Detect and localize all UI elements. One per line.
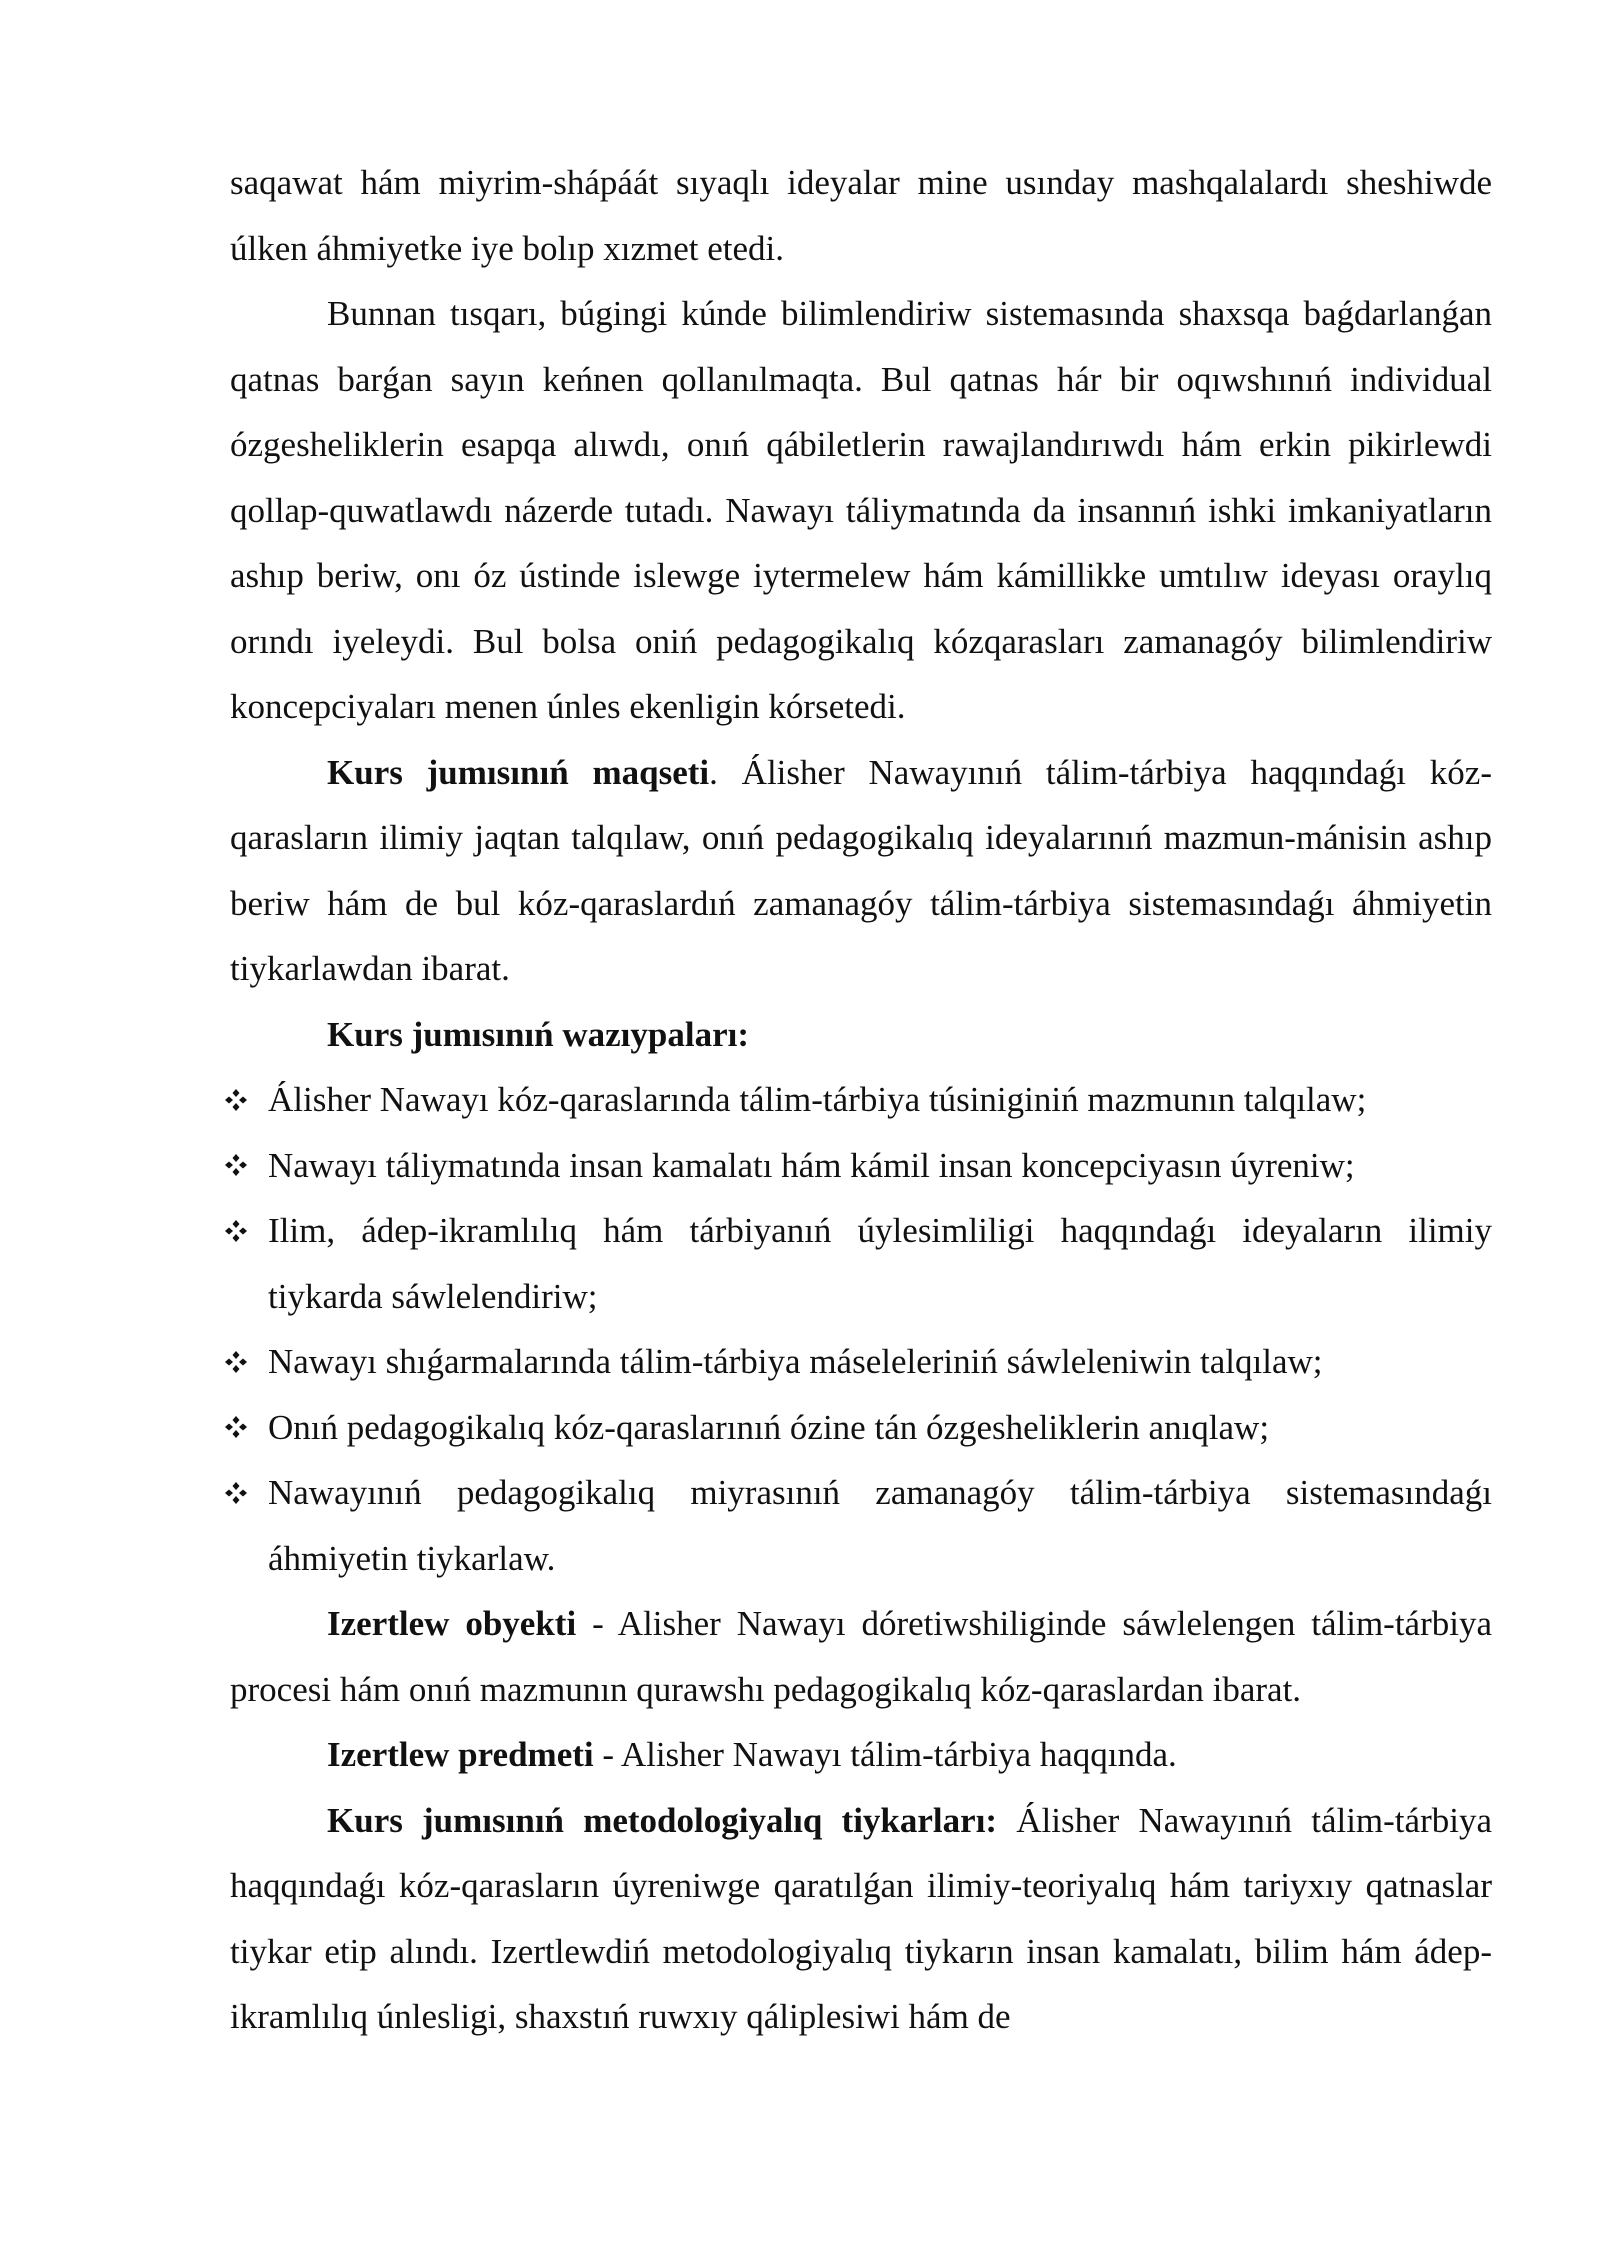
paragraph-continuation: saqawat hám miyrim-shápáát sıyaqlı ideyalar mine usınday mashqalalardı sheshiwde úlken áhmiyetke iye bolıp xızmet etedi. (230, 163, 1492, 268)
tasks-heading-line (230, 1002, 1492, 1068)
paragraph-goal (230, 740, 1492, 1002)
paragraph-personal-approach: Bunnan tısqarı, búgingi kúnde bilimlendiriw sistemasında shaxsqa baǵdarlanǵan qatnas barǵan sayın keńnen qollanılmaqta. Bul qatnas hár bir oqıwshınıń individual ózgesheliklerin esapqa alıwdı, onıń qábiletlerin rawajlandırıwdı hám erkin pikirlewdi qollap-quwatlawdı názerde tutadı. Nawayı táliymatında da insannıń ishki imkaniyatların ashıp beriw, onı óz ústinde islewge iytermelew hám kámillikke umtılıw ideyası oraylıq orındı iyeleydi. Bul bolsa oniń pedagogikalıq kózqarasları zamanagóy bilimlendiriw koncepciyaları menen únles ekenligin kórsetedi. (230, 294, 1492, 726)
object-text: - Alisher Nawayı dóretiwshiliginde sáwlelengen tálim-tárbiya procesi hám onıń mazmunın qurawshı pedagogikalıq kóz-qaraslardan ibarat. (230, 1604, 1493, 1709)
list-item: Nawayınıń pedagogikalıq miyrasınıń zamanagóy tálim-tárbiya sistemasındaǵı áhmiyetin tiykarlaw. (230, 1460, 1492, 1591)
goal-heading: Kurs jumısınıń maqseti (327, 752, 710, 792)
tasks-heading: Kurs jumısınıń wazıypaları: (327, 1014, 749, 1054)
list-item: Álisher Nawayı kóz-qaraslarında tálim-tárbiya túsiniginiń mazmunın talqılaw; (230, 1067, 1492, 1133)
list-item: Onıń pedagogikalıq kóz-qaraslarınıń ózine tán ózgesheliklerin anıqlaw; (230, 1395, 1492, 1461)
goal-text: . Álisher Nawayınıń tálim-tárbiya haqqındaǵı kóz-qarasların ilimiy jaqtan talqılaw, onıń pedagogikalıq ideyalarınıń mazmun-mánisin ashıp beriw hám de bul kóz-qaraslardıń zamanagóy tálim-tárbiya sistemasındaǵı áhmiyetin tiykarlawdan ibarat. (230, 752, 1492, 988)
list-item: Nawayı shıǵarmalarında tálim-tárbiya máseleleriniń sáwleleniwin talqılaw; (230, 1329, 1492, 1395)
four-diamond-bullet-icon (218, 1460, 254, 1525)
paragraph-research-object (230, 1591, 1492, 1722)
methodology-heading: Kurs jumısınıń metodologiyalıq tiykarları: (327, 1800, 998, 1840)
list-item: Ilim, ádep-ikramlılıq hám tárbiyanıń úylesimliligi haqqındaǵı ideyaların ilimiy tiykarda sáwlelendiriw; (230, 1198, 1492, 1329)
paragraph-research-subject (230, 1722, 1492, 1788)
object-heading: Izertlew obyekti (327, 1604, 577, 1643)
paragraph-methodology (230, 1788, 1492, 2050)
four-diamond-bullet-icon (218, 1395, 254, 1460)
methodology-text: Álisher Nawayınıń tálim-tárbiya haqqındaǵı kóz-qarasların úyreniwge qaratılǵan ilimiy-teoriyalıq hám tariyxıy qatnaslar tiykar etip alındı. Izertlewdiń metodologiyalıq tiykarın insan kamalatı, bilim hám ádep-ikramlılıq únlesligi, shaxstıń ruwxıy qáliplesiwi hám de (230, 1800, 1492, 2036)
four-diamond-bullet-icon (218, 1133, 254, 1198)
tasks-list (230, 1067, 1492, 1591)
four-diamond-bullet-icon (218, 1329, 254, 1394)
subject-text: - Alisher Nawayı tálim-tárbiya haqqında. (593, 1735, 1177, 1774)
subject-heading: Izertlew predmeti (327, 1735, 594, 1774)
four-diamond-bullet-icon (218, 1198, 254, 1263)
list-item: Nawayı táliymatında insan kamalatı hám kámil insan koncepciyasın úyreniw; (230, 1133, 1492, 1199)
document-page (230, 150, 1492, 2050)
four-diamond-bullet-icon (218, 1067, 254, 1132)
